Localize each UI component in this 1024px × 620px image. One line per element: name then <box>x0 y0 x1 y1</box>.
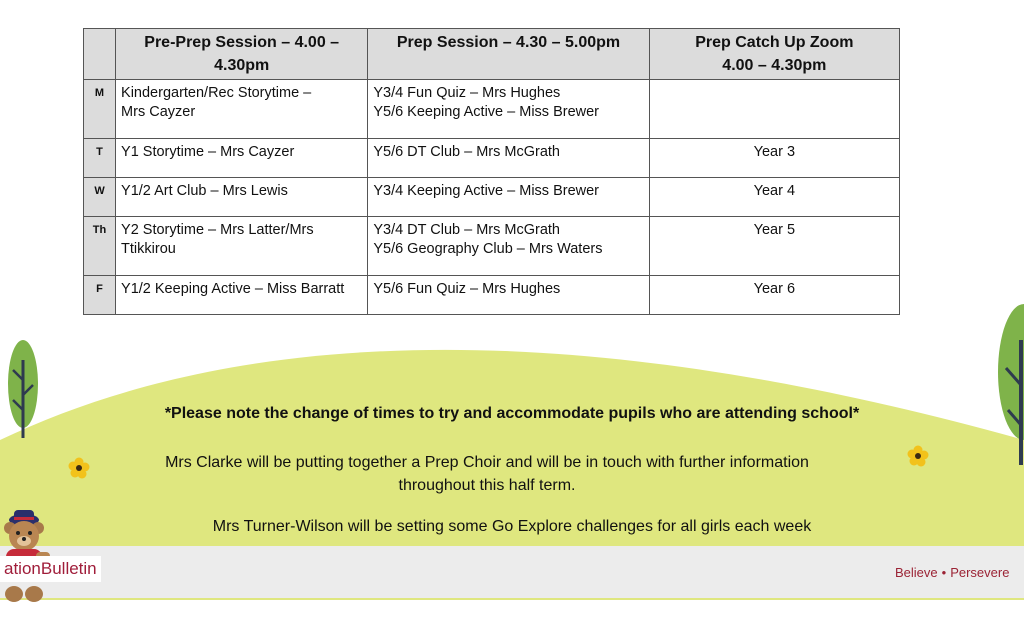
zoom-cell: Year 6 <box>649 276 899 315</box>
prep-line: Y3/4 Fun Quiz – Mrs Hughes <box>373 85 561 101</box>
choir-note <box>125 451 849 497</box>
prep-line: Y5/6 Keeping Active – Miss Brewer <box>373 104 599 120</box>
day-cell: Th <box>84 217 116 276</box>
table-row <box>84 217 900 276</box>
header-zoom <box>649 29 899 80</box>
day-cell: M <box>84 80 116 139</box>
pre-prep-line: Y1/2 Art Club – Mrs Lewis <box>121 183 288 199</box>
table-row <box>84 80 900 139</box>
prep-cell <box>368 217 649 276</box>
motto-separator: • <box>941 565 947 580</box>
prep-cell <box>368 178 649 217</box>
prep-line: Y5/6 DT Club – Mrs McGrath <box>373 144 561 160</box>
prep-line: Y5/6 Fun Quiz – Mrs Hughes <box>373 281 561 297</box>
day-cell: T <box>84 139 116 178</box>
pre-prep-line: Ttikkirou <box>121 241 176 257</box>
pre-prep-cell <box>116 80 368 139</box>
prep-line: Y3/4 Keeping Active – Miss Brewer <box>373 183 599 199</box>
change-of-times-note: *Please note the change of times to try and accommodate pupils who are attending school* <box>164 405 860 422</box>
header-zoom-line1: Prep Catch Up Zoom <box>695 34 854 51</box>
pre-prep-cell <box>116 139 368 178</box>
brand-part1: ation <box>4 559 41 578</box>
choir-note-line1: Mrs Clarke will be putting together a Prep Choir and will be in touch with further information <box>165 454 809 471</box>
pre-prep-line: Y1/2 Keeping Active – Miss Barratt <box>121 281 345 297</box>
prep-line: Y3/4 DT Club – Mrs McGrath <box>373 222 561 238</box>
bulletin-brand <box>0 556 101 582</box>
footer-bar <box>0 546 1024 598</box>
zoom-cell: Year 4 <box>649 178 899 217</box>
school-motto <box>895 565 1009 580</box>
motto-word: Persevere <box>950 565 1010 580</box>
corner-cell <box>84 29 116 80</box>
prep-cell <box>368 80 649 139</box>
prep-cell <box>368 139 649 178</box>
table-row <box>84 178 900 217</box>
left-tree-icon <box>8 340 38 438</box>
header-prep: Prep Session – 4.30 – 5.00pm <box>368 29 649 80</box>
choir-note-line2: throughout this half term. <box>398 477 576 494</box>
zoom-cell: Year 5 <box>649 217 899 276</box>
pre-prep-line: Mrs Cayzer <box>121 104 196 120</box>
day-cell: W <box>84 178 116 217</box>
motto-word: Believe <box>895 565 938 580</box>
activity-timetable <box>83 28 900 315</box>
prep-line: Y5/6 Geography Club – Mrs Waters <box>373 241 603 257</box>
day-cell: F <box>84 276 116 315</box>
pre-prep-cell <box>116 217 368 276</box>
pre-prep-line: Kindergarten/Rec Storytime – <box>121 85 312 101</box>
pre-prep-line: Y2 Storytime – Mrs Latter/Mrs <box>121 222 314 238</box>
pre-prep-cell <box>116 178 368 217</box>
zoom-cell: Year 3 <box>649 139 899 178</box>
header-zoom-line2: 4.00 – 4.30pm <box>722 57 827 74</box>
go-explore-note: Mrs Turner-Wilson will be setting some Go Explore challenges for all girls each week <box>212 518 812 535</box>
brand-part2: Bulletin <box>40 559 97 578</box>
pre-prep-line: Y1 Storytime – Mrs Cayzer <box>121 144 295 160</box>
zoom-cell <box>649 80 899 139</box>
table-header-row <box>84 29 900 80</box>
table-row <box>84 139 900 178</box>
header-pre-prep: Pre-Prep Session – 4.00 – 4.30pm <box>116 29 368 80</box>
